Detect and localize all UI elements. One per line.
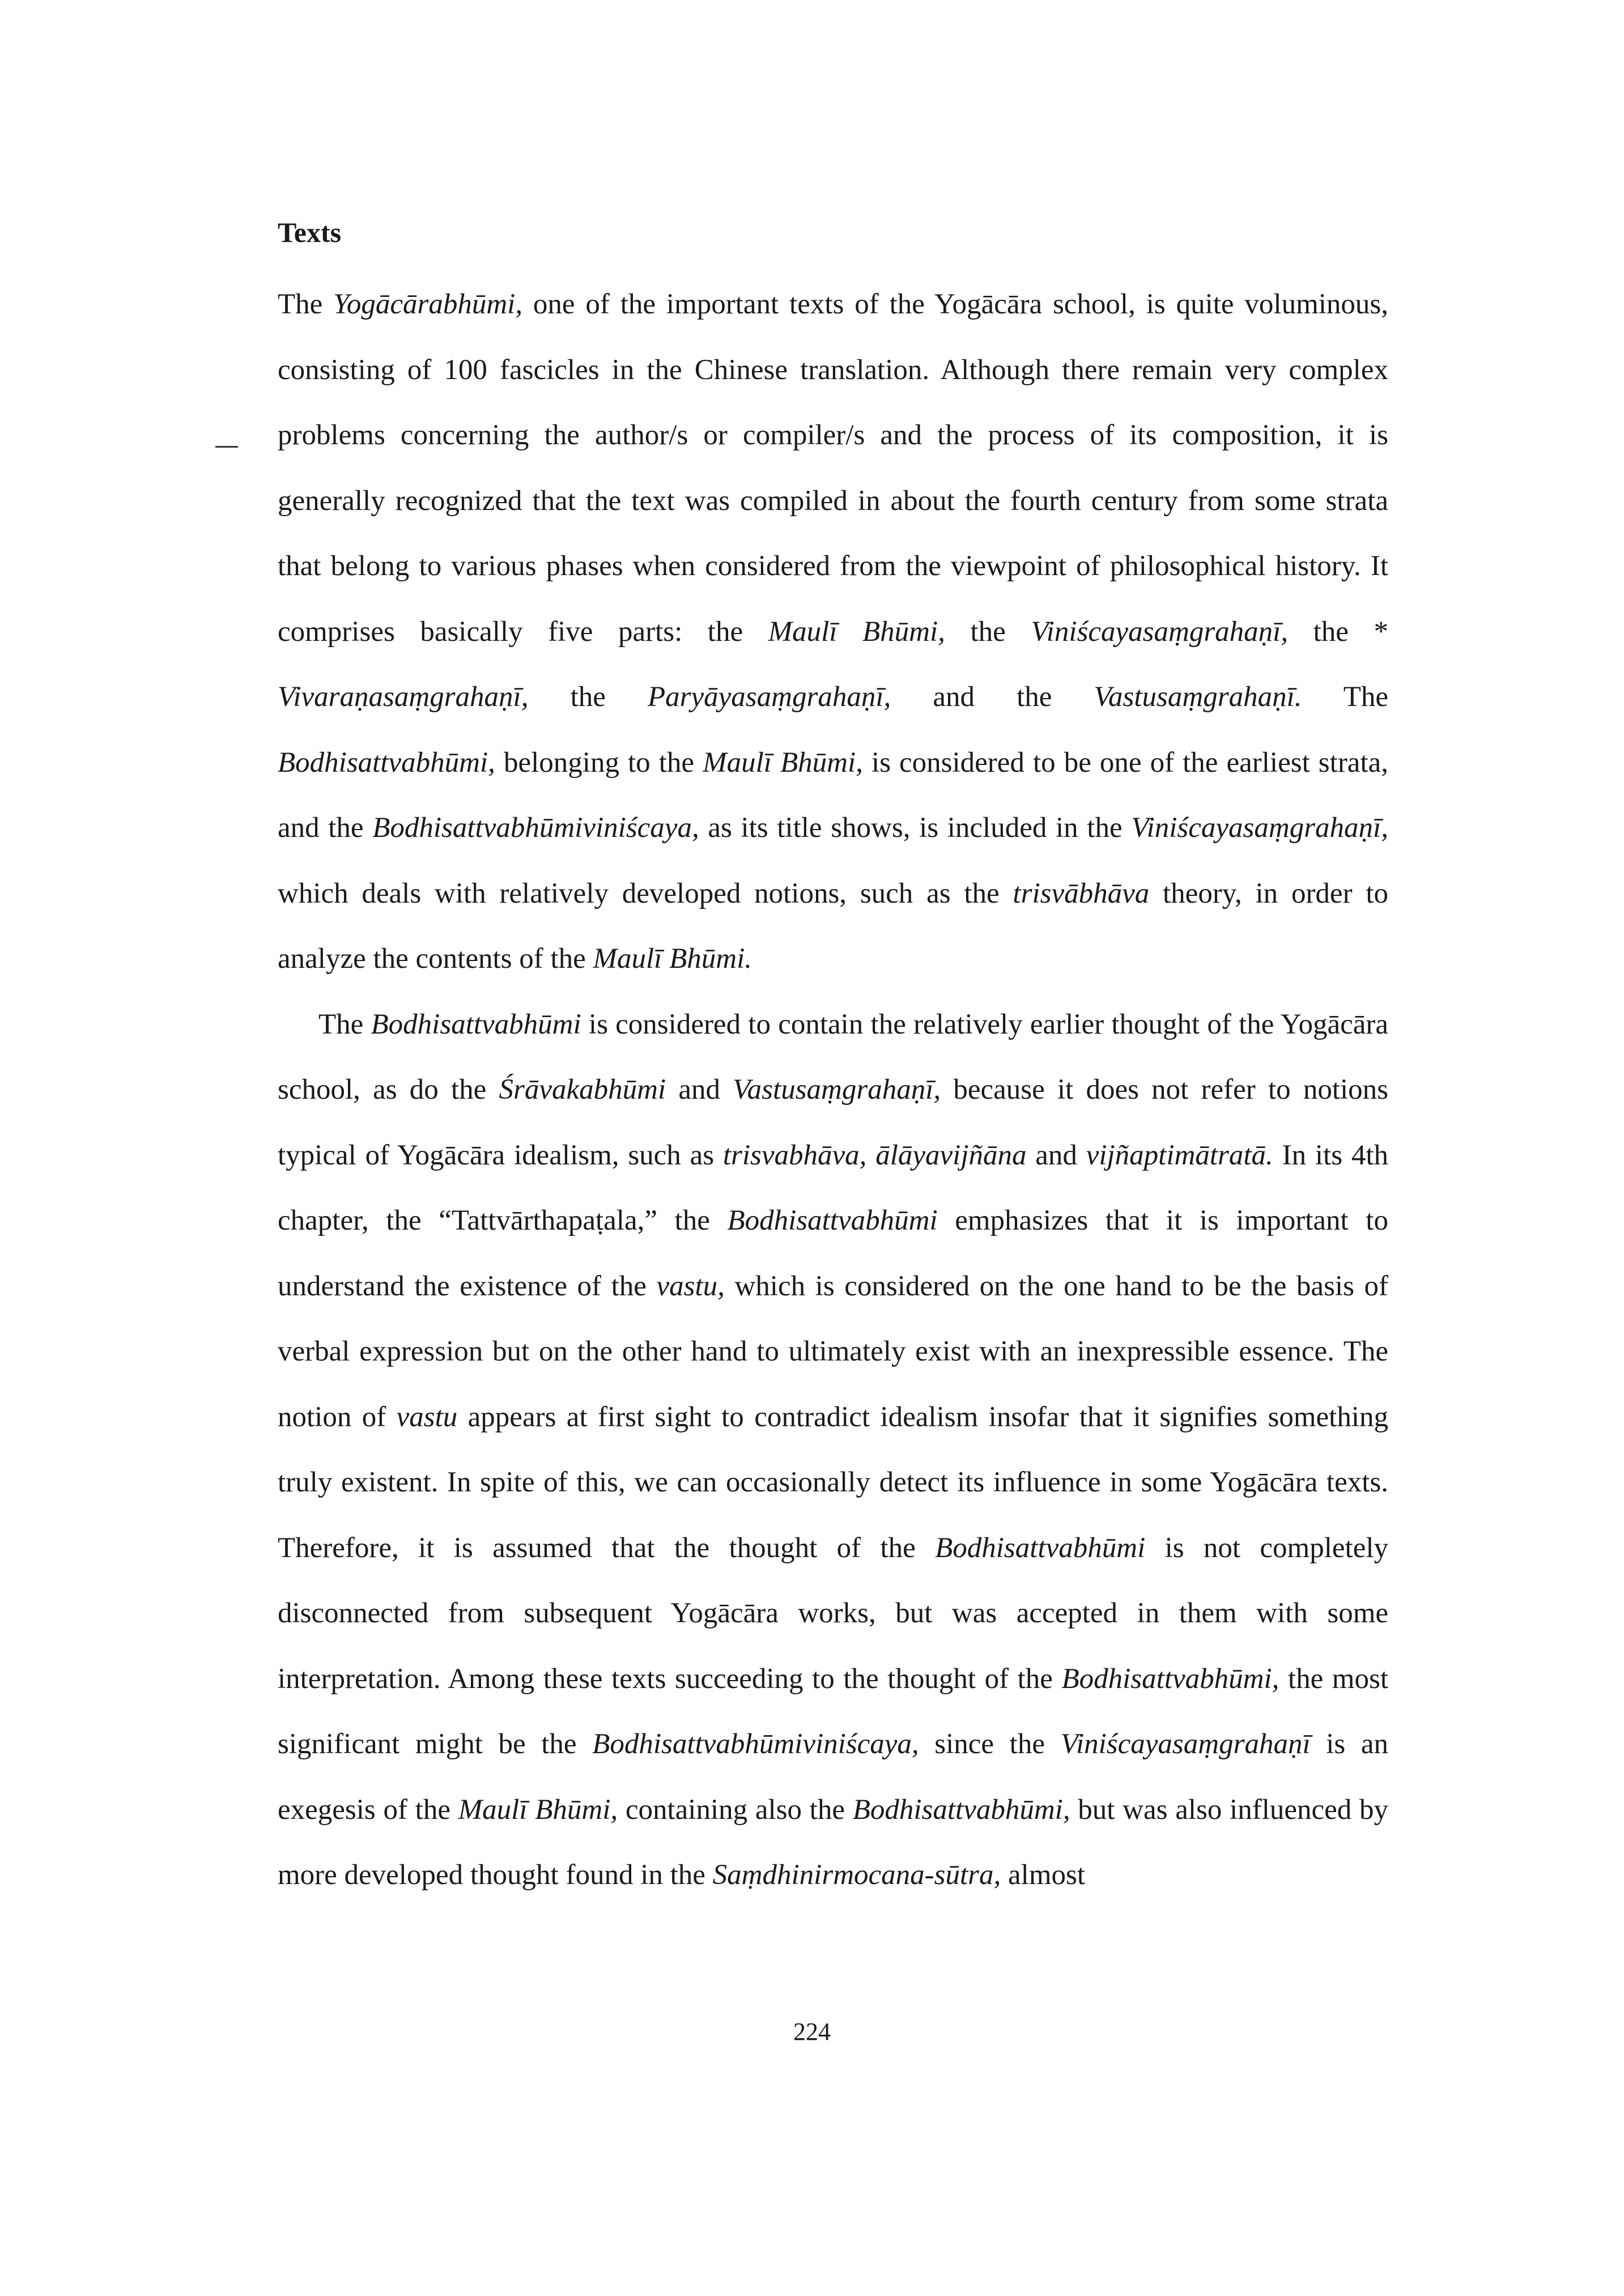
text-run: containing also the bbox=[618, 1793, 853, 1826]
text-run: because it does not refer to notions typical of Yogācāra idealism, such as bbox=[278, 1074, 1388, 1171]
paragraph-1 bbox=[278, 272, 1388, 992]
italic-term: Vastusaṃgrahaṇī. bbox=[1094, 681, 1302, 713]
italic-term: trisvābhāva bbox=[1013, 877, 1150, 909]
text-run: The bbox=[318, 1008, 371, 1040]
text-run: and the bbox=[891, 681, 1094, 713]
italic-term: Maulī Bhūmi, bbox=[458, 1793, 618, 1826]
italic-term: Bodhisattvabhūmi bbox=[371, 1008, 581, 1040]
text-run: since the bbox=[919, 1728, 1061, 1760]
margin-mark bbox=[215, 446, 238, 448]
text-run: appears at first sight to contradict idealism insofar that it signifies something truly existent. In spite of this, we can occasionally detect its influence in some Yogācāra texts. Therefore, it is assumed that the thought of the bbox=[278, 1401, 1389, 1564]
text-run: almost bbox=[1001, 1859, 1086, 1891]
text-run: The bbox=[278, 288, 334, 320]
text-run: and bbox=[1026, 1139, 1086, 1171]
text-run: is an exegesis of the bbox=[278, 1728, 1388, 1826]
italic-term: Śrāvakabhūmi bbox=[499, 1074, 666, 1106]
italic-term: vastu bbox=[396, 1401, 458, 1433]
text-run: the * bbox=[1288, 615, 1388, 648]
italic-term: Bodhisattvabhūmi, bbox=[852, 1793, 1070, 1826]
text-run: which deals with relatively developed notions, such as the bbox=[278, 877, 1013, 909]
text-run: is not completely disconnected from subsequent Yogācāra works, but was accepted in them with some interpretation. Among these texts succeeding to the thought of the bbox=[278, 1532, 1388, 1695]
text-run: one of the important texts of the Yogācāra school, is quite voluminous, consisting of 100 fascicles in the Chinese translation. Although there remain very complex problems concerning the author/s or compiler/s and the process of its composition, it is generally recognized that the text was compiled in about the fourth century from some strata that belong to various phases when considered from the viewpoint of philosophical history. It comprises basically five parts: the bbox=[278, 288, 1388, 648]
italic-term: Bodhisattvabhūmi, bbox=[1061, 1663, 1279, 1695]
text-run: as its title shows, is included in the bbox=[699, 812, 1132, 844]
page-number: 224 bbox=[793, 2018, 831, 2046]
italic-term: Maulī Bhūmi, bbox=[703, 746, 863, 779]
paragraph-2 bbox=[278, 992, 1388, 1908]
italic-term: Viniścayasaṃgrahaṇī bbox=[1060, 1728, 1311, 1760]
italic-term: Vivaraṇasaṃgrahaṇī, bbox=[278, 681, 529, 713]
text-run: the bbox=[945, 615, 1031, 648]
text-run: but was also influenced by more developed thought found in the bbox=[278, 1793, 1388, 1891]
italic-term: Bodhisattvabhūmi bbox=[727, 1205, 938, 1236]
text-run: emphasizes that it is important to understand the existence of the bbox=[278, 1205, 1388, 1302]
text-run: is considered to contain the relatively earlier thought of the Yogācāra school, as do the bbox=[278, 1008, 1388, 1106]
text-run: theory, in order to analyze the contents of the bbox=[278, 877, 1388, 975]
section-heading: Texts bbox=[278, 216, 342, 248]
italic-term: Bodhisattvabhūmi, bbox=[278, 746, 495, 779]
italic-term: Saṃdhinirmocana-sūtra, bbox=[712, 1859, 1001, 1891]
text-run: belonging to the bbox=[495, 746, 703, 779]
italic-term: Maulī Bhūmi, bbox=[768, 615, 945, 648]
italic-term: Yogācārabhūmi, bbox=[333, 288, 523, 320]
italic-term: Paryāyasaṃgrahaṇī, bbox=[648, 681, 891, 713]
text-body bbox=[278, 210, 1388, 1908]
italic-term: vijñaptimātratā. bbox=[1086, 1139, 1273, 1171]
text-run: In its 4th chapter, the “Tattvārthapaṭala,” the bbox=[278, 1139, 1388, 1236]
italic-term: vastu, bbox=[656, 1270, 725, 1302]
italic-term: Maulī Bhūmi. bbox=[593, 943, 753, 975]
italic-term: Bodhisattvabhūmiviniścaya, bbox=[592, 1728, 919, 1760]
text-run: and bbox=[666, 1074, 733, 1106]
italic-term: trisvabhāva, ālāyavijñāna bbox=[722, 1139, 1027, 1171]
italic-term: Bodhisattvabhūmiviniścaya, bbox=[372, 812, 699, 844]
text-run: is considered to be one of the earliest strata, and the bbox=[278, 746, 1388, 844]
italic-term: Vastusaṃgrahaṇī, bbox=[733, 1074, 941, 1106]
text-run: the most significant might be the bbox=[278, 1663, 1388, 1760]
text-run: The bbox=[1302, 681, 1388, 713]
italic-term: Bodhisattvabhūmi bbox=[935, 1532, 1146, 1564]
italic-term: Viniścayasaṃgrahaṇī, bbox=[1131, 812, 1388, 844]
text-run: the bbox=[528, 681, 648, 713]
text-run: which is considered on the one hand to be the basis of verbal expression but on the other hand to ultimately exist with an inexpressible essence. The notion of bbox=[278, 1270, 1388, 1433]
italic-term: Viniścayasaṃgrahaṇī, bbox=[1031, 615, 1289, 648]
